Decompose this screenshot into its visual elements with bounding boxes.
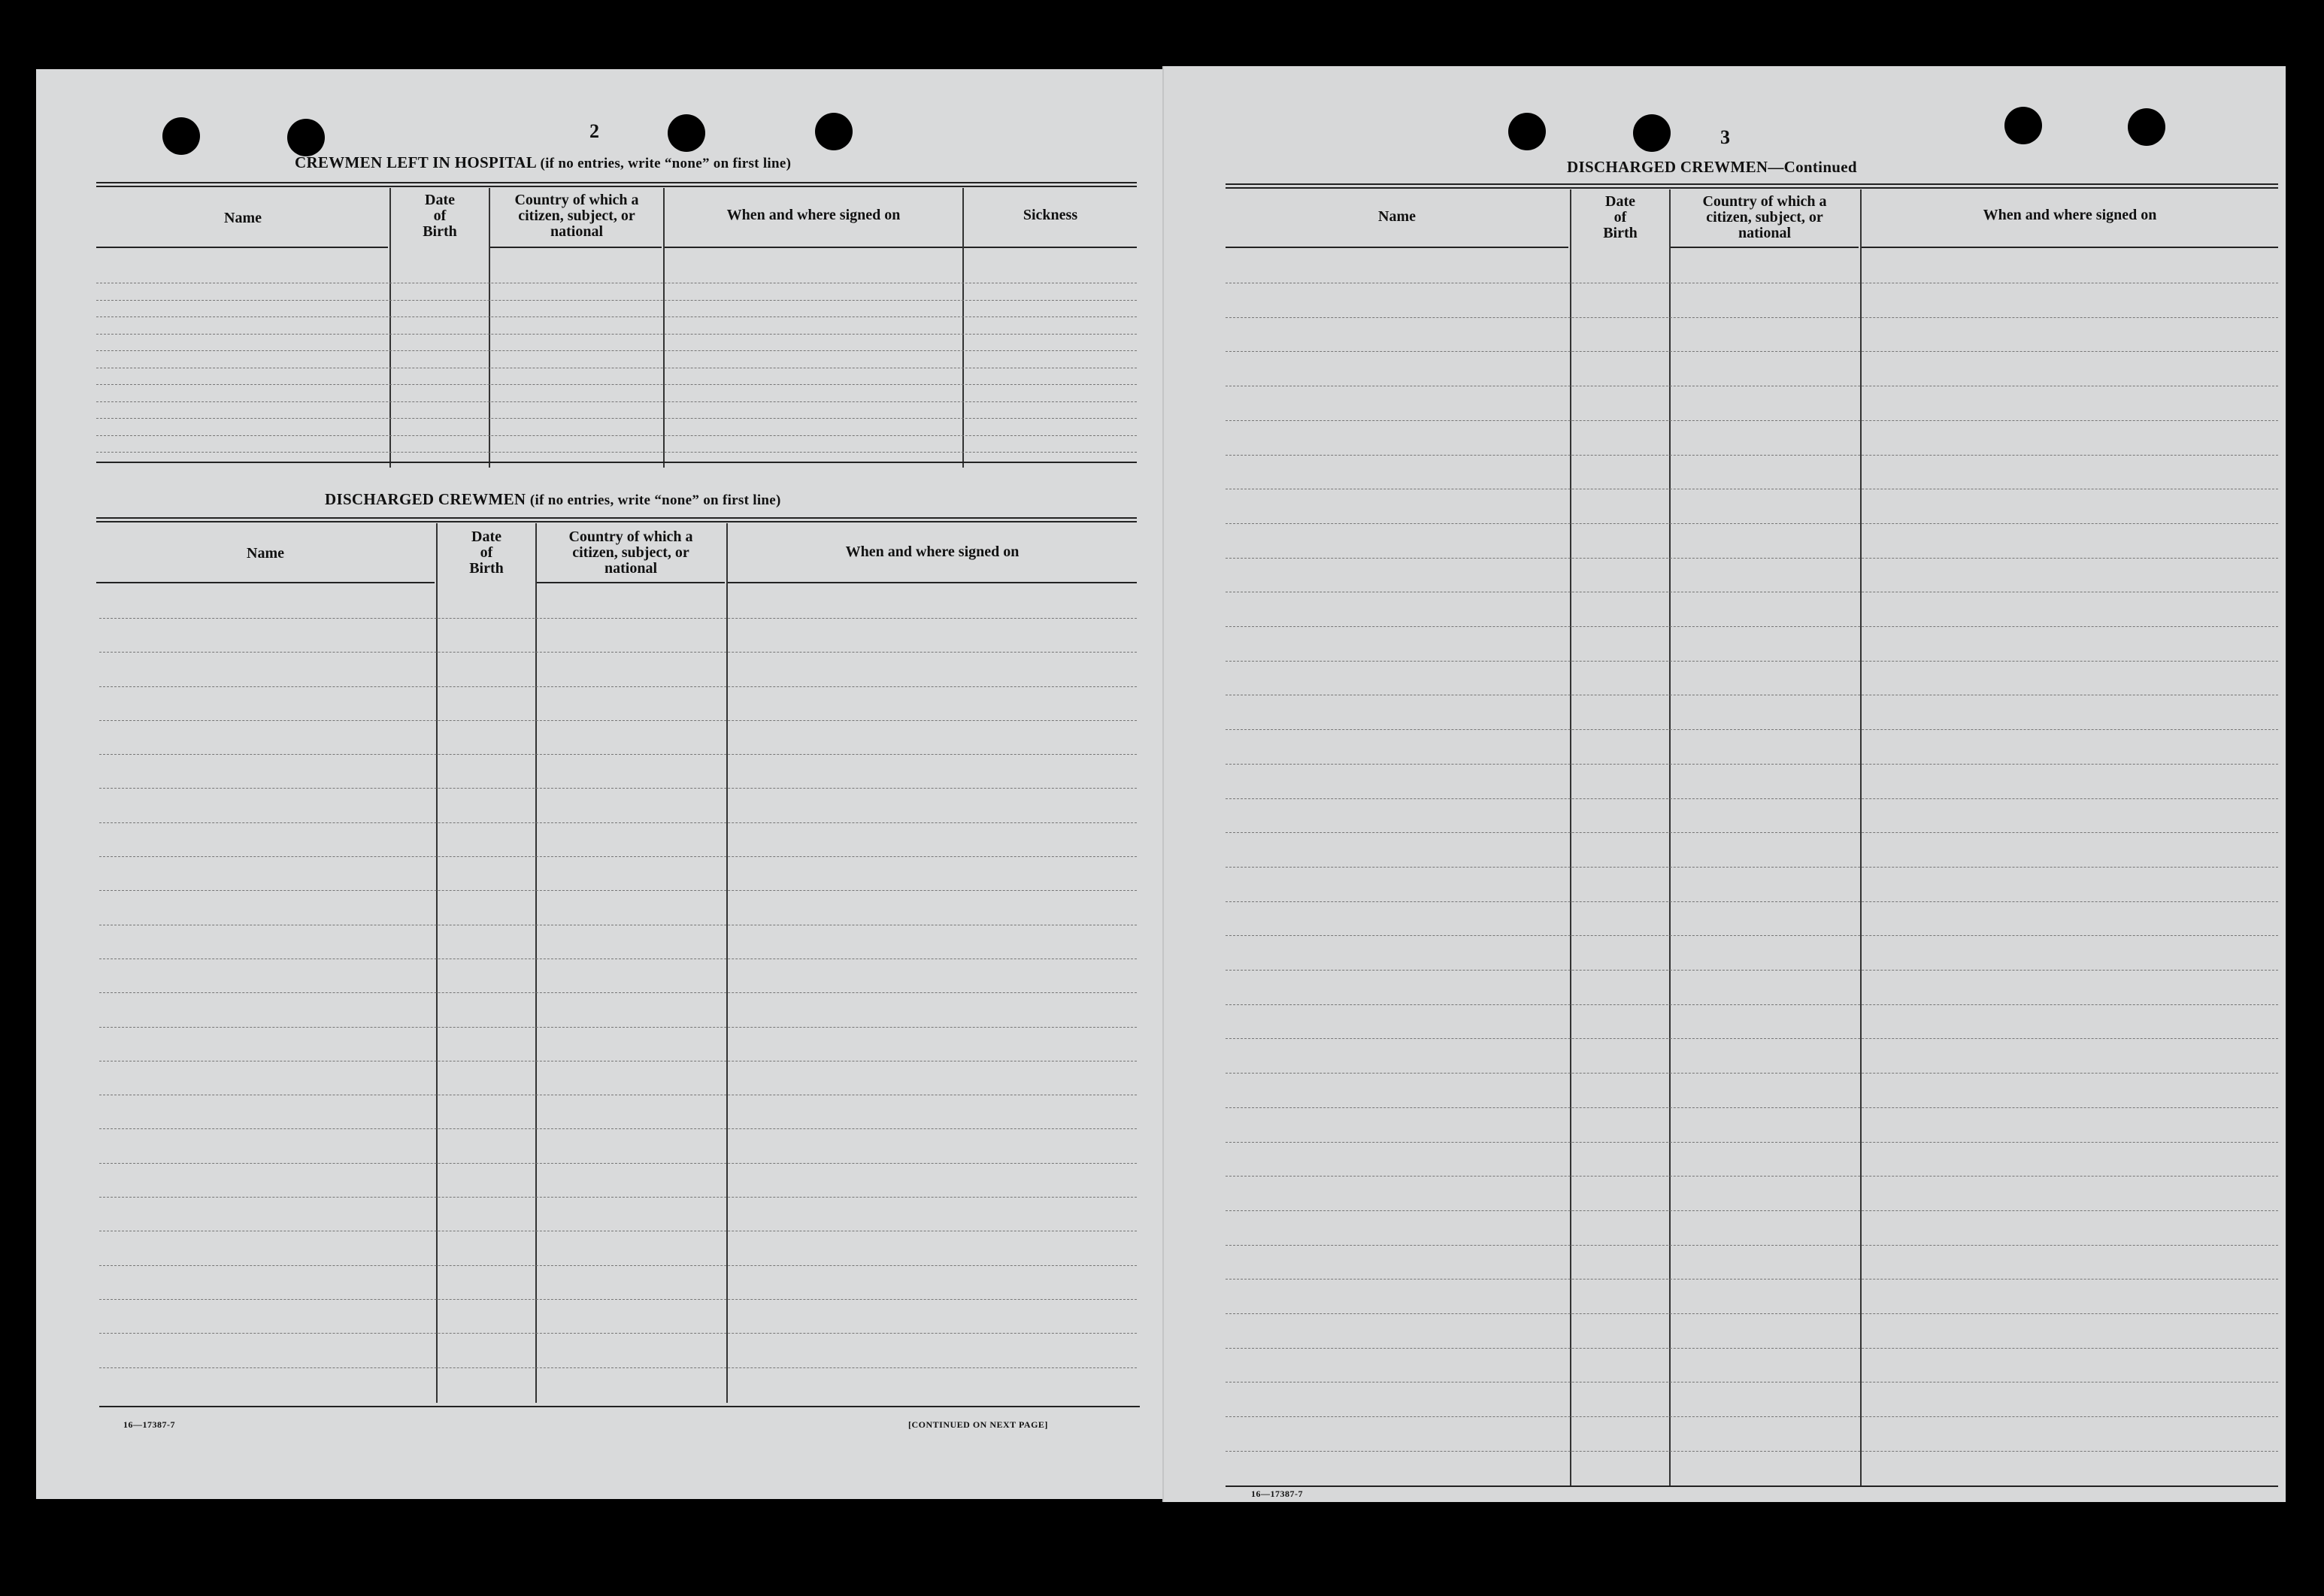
continued-title-text: DISCHARGED CREWMEN <box>1567 158 1768 176</box>
blank-entry-line <box>1226 935 2278 936</box>
blank-entry-line <box>1226 832 2278 833</box>
header-underline <box>728 582 1137 583</box>
hospital-header-signed: When and where signed on <box>726 207 901 223</box>
discharged-bottom-rule <box>99 1406 1140 1407</box>
blank-entry-line <box>1226 1416 2278 1417</box>
column-divider <box>663 188 665 468</box>
header-underline <box>96 247 388 248</box>
discharged-title-note: (if no entries, write “none” on first line) <box>529 492 781 508</box>
blank-entry-line <box>1226 1073 2278 1074</box>
punch-hole <box>2004 107 2042 144</box>
column-divider <box>1570 189 1571 1485</box>
blank-entry-line <box>1226 351 2278 352</box>
dob-line: Birth <box>423 223 457 240</box>
discharged-header-name: Name <box>247 545 284 562</box>
country-line: Country of which a <box>1702 193 1827 210</box>
country-line: national <box>550 223 604 240</box>
hospital-header-sickness: Sickness <box>1023 207 1078 223</box>
form-page-right <box>1164 66 2286 1502</box>
blank-entry-line <box>1226 558 2278 559</box>
country-line: Country of which a <box>514 192 639 208</box>
blank-entry-line <box>96 300 1137 301</box>
hospital-header-name: Name <box>224 210 262 226</box>
hospital-bottom-rule <box>96 462 1137 463</box>
form-number: 16—17387-7 <box>123 1419 175 1430</box>
blank-entry-line <box>99 1027 1137 1028</box>
blank-entry-line <box>1226 1313 2278 1314</box>
blank-entry-line <box>1226 764 2278 765</box>
blank-entry-line <box>1226 317 2278 318</box>
discharged-top-rule <box>96 517 1137 522</box>
blank-entry-line <box>99 1333 1137 1334</box>
blank-entry-line <box>99 856 1137 857</box>
hospital-header-dob <box>391 192 489 240</box>
punch-hole <box>1508 113 1546 150</box>
blank-entry-line <box>99 822 1137 823</box>
hospital-title-note: (if no entries, write “none” on first line) <box>540 156 792 171</box>
blank-entry-line <box>99 686 1137 687</box>
blank-entry-line <box>99 1197 1137 1198</box>
continued-header-signed: When and where signed on <box>1983 207 2157 223</box>
continued-header-name: Name <box>1378 208 1416 225</box>
continued-title-suffix: —Continued <box>1768 158 1857 176</box>
blank-entry-line <box>1226 1279 2278 1280</box>
blank-entry-line <box>1226 1107 2278 1108</box>
blank-entry-line <box>99 1163 1137 1164</box>
header-underline <box>1226 247 1568 248</box>
column-divider <box>1860 189 1862 1485</box>
blank-entry-line <box>1226 970 2278 971</box>
discharged-header-signed: When and where signed on <box>845 544 1020 560</box>
punch-hole <box>815 113 853 150</box>
blank-entry-line <box>96 401 1137 402</box>
blank-entry-line <box>99 618 1137 619</box>
blank-entry-line <box>99 788 1137 789</box>
blank-entry-line <box>1226 661 2278 662</box>
blank-entry-line <box>1226 626 2278 627</box>
continued-top-rule <box>1226 183 2278 189</box>
dob-line: of <box>1613 209 1627 226</box>
column-divider <box>436 523 438 1403</box>
continued-header-country <box>1671 194 1859 241</box>
blank-entry-line <box>99 1299 1137 1300</box>
header-underline <box>665 247 1137 248</box>
discharged-header-dob <box>438 529 535 577</box>
country-line: citizen, subject, or <box>518 207 635 224</box>
country-line: citizen, subject, or <box>1706 209 1823 226</box>
header-underline <box>1671 247 1859 248</box>
blank-entry-line <box>96 334 1137 335</box>
blank-entry-line <box>1226 523 2278 524</box>
form-page-left <box>36 69 1164 1499</box>
blank-entry-line <box>1226 1348 2278 1349</box>
header-underline <box>537 582 725 583</box>
column-divider <box>1669 189 1671 1485</box>
hospital-title-text: CREWMEN LEFT IN HOSPITAL <box>295 153 536 171</box>
dob-line: Date <box>471 528 501 545</box>
dob-line: of <box>480 544 493 561</box>
punch-hole <box>287 119 325 156</box>
blank-entry-line <box>1226 1210 2278 1211</box>
blank-entry-line <box>1226 1038 2278 1039</box>
blank-entry-line <box>96 350 1137 351</box>
blank-entry-line <box>1226 455 2278 456</box>
blank-entry-line <box>99 1265 1137 1266</box>
column-divider <box>489 188 490 468</box>
column-divider <box>389 188 391 468</box>
discharged-header-country <box>537 529 725 577</box>
country-line: citizen, subject, or <box>572 544 689 561</box>
blank-entry-line <box>1226 1245 2278 1246</box>
blank-entry-line <box>96 384 1137 385</box>
hospital-header-country <box>490 192 663 240</box>
country-line: Country of which a <box>568 528 693 545</box>
blank-entry-line <box>1226 729 2278 730</box>
discharged-continued-title <box>1567 158 1857 177</box>
blank-entry-line <box>99 890 1137 891</box>
blank-entry-line <box>96 316 1137 317</box>
blank-entry-line <box>99 720 1137 721</box>
page-number: 3 <box>1720 126 1730 148</box>
header-underline <box>490 247 662 248</box>
continued-header-dob <box>1571 194 1669 241</box>
hospital-section-title <box>295 153 791 172</box>
blank-entry-line <box>1226 420 2278 421</box>
blank-entry-line <box>1226 1004 2278 1005</box>
blank-entry-line <box>1226 901 2278 902</box>
punch-hole <box>162 117 200 155</box>
page-number: 2 <box>589 120 599 142</box>
blank-entry-line <box>1226 867 2278 868</box>
blank-entry-line <box>96 452 1137 453</box>
header-underline <box>1862 247 2278 248</box>
blank-entry-line <box>96 435 1137 436</box>
dob-line: Date <box>425 192 455 208</box>
blank-entry-line <box>1226 1142 2278 1143</box>
blank-entry-line <box>1226 1451 2278 1452</box>
dob-line: of <box>433 207 447 224</box>
dob-line: Date <box>1605 193 1635 210</box>
blank-entry-line <box>99 992 1137 993</box>
header-underline <box>96 582 435 583</box>
hospital-top-rule <box>96 182 1137 187</box>
punch-hole <box>668 114 705 152</box>
blank-entry-line <box>99 652 1137 653</box>
form-number: 16—17387-7 <box>1251 1488 1303 1499</box>
country-line: national <box>1738 225 1792 241</box>
continued-note: [CONTINUED ON NEXT PAGE] <box>908 1419 1048 1430</box>
column-divider <box>535 523 537 1403</box>
country-line: national <box>604 560 658 577</box>
blank-entry-line <box>99 1128 1137 1129</box>
discharged-section-title <box>325 490 781 509</box>
discharged-title-text: DISCHARGED CREWMEN <box>325 490 526 508</box>
continued-bottom-rule <box>1226 1485 2278 1487</box>
dob-line: Birth <box>1603 225 1638 241</box>
dob-line: Birth <box>469 560 504 577</box>
blank-entry-line <box>1226 798 2278 799</box>
punch-hole <box>2128 108 2165 146</box>
blank-entry-line <box>99 1367 1137 1368</box>
column-divider <box>726 523 728 1403</box>
blank-entry-line <box>96 418 1137 419</box>
blank-entry-line <box>99 754 1137 755</box>
blank-entry-line <box>1226 1176 2278 1177</box>
punch-hole <box>1633 114 1671 152</box>
column-divider <box>962 188 964 468</box>
